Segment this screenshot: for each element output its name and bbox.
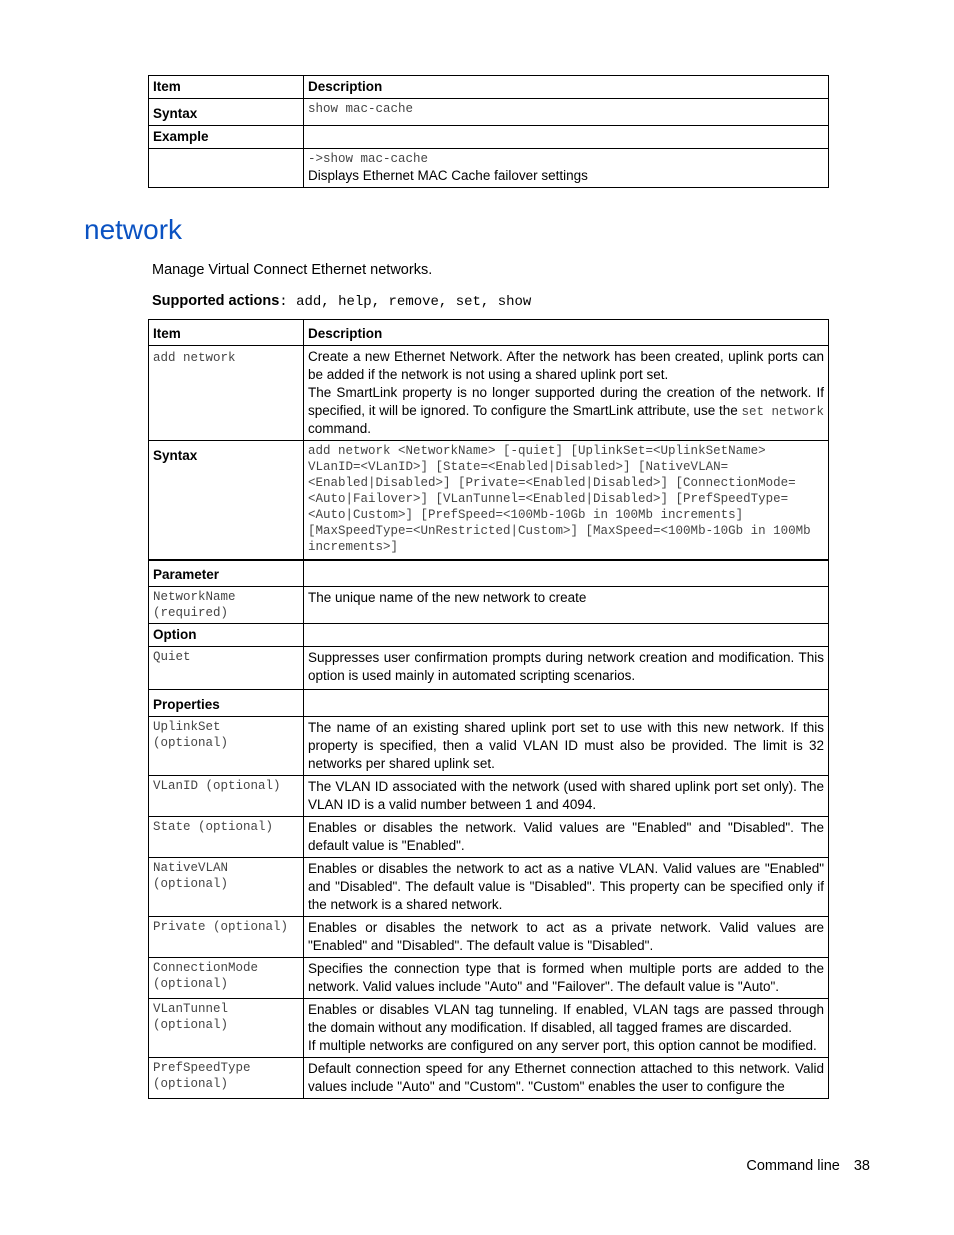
row-label: NetworkName (required) (149, 587, 304, 624)
supported-actions-label: Supported actions (152, 293, 280, 309)
row-label: VLanID (optional) (149, 776, 304, 817)
row-value (304, 560, 829, 587)
table-row (149, 858, 829, 917)
row-label: ConnectionMode (optional) (149, 958, 304, 999)
row-label: Option (149, 624, 304, 647)
table-row (149, 149, 829, 188)
table-row (149, 99, 829, 126)
row-label: add network (149, 346, 304, 441)
table-row (149, 917, 829, 958)
page-number: 38 (853, 1158, 870, 1174)
table-row (149, 1058, 829, 1099)
row-value (304, 126, 829, 149)
supported-actions (152, 293, 531, 310)
row-label: NativeVLAN (optional) (149, 858, 304, 917)
table-row (149, 441, 829, 561)
supported-actions-list: : add, help, remove, set, show (279, 294, 532, 310)
smartlink-text-end: command. (308, 421, 372, 436)
row-value: The name of an existing shared uplink port set to use with this new network. If this property is specified, then a valid VLAN ID must also be provided. The limit is 32 networks per shared uplink set. (304, 717, 829, 776)
vlantunnel-note: If multiple networks are configured on any server port, this option cannot be modified. (308, 1038, 817, 1053)
table-row (149, 817, 829, 858)
row-value (304, 149, 829, 188)
smartlink-note (308, 384, 824, 438)
row-value: The VLAN ID associated with the network (used with shared uplink port set only). The VLAN ID is a valid number between 1 and 4094. (304, 776, 829, 817)
row-value: Enables or disables the network to act as a private network. Valid values are "Enabled" and "Disabled". The default value is "Disabled". (304, 917, 829, 958)
row-label: Private (optional) (149, 917, 304, 958)
main-table (148, 319, 829, 1099)
row-label: State (optional) (149, 817, 304, 858)
header-item: Item (149, 320, 304, 346)
table-row (149, 776, 829, 817)
row-value: Enables or disables the network. Valid values are "Enabled" and "Disabled". The default value is "Enabled". (304, 817, 829, 858)
example-note: Displays Ethernet MAC Cache failover settings (308, 168, 588, 183)
section-title: network (84, 214, 183, 245)
smartlink-text: The SmartLink property is no longer supported during the creation of the network. If specified, it will be ignored. To configure the SmartLink attribute, use the (308, 385, 824, 418)
row-value (304, 999, 829, 1058)
row-label: Syntax (149, 441, 304, 561)
row-label: Parameter (149, 560, 304, 587)
row-value: show mac-cache (304, 99, 829, 126)
row-label: Quiet (149, 647, 304, 690)
table-row (149, 717, 829, 776)
row-label: Properties (149, 690, 304, 717)
row-label (149, 149, 304, 188)
table-row (149, 647, 829, 690)
table-row (149, 958, 829, 999)
table-row (149, 587, 829, 624)
row-value (304, 624, 829, 647)
row-label: VLanTunnel (optional) (149, 999, 304, 1058)
row-label: UplinkSet (optional) (149, 717, 304, 776)
row-label: Syntax (149, 99, 304, 126)
example-command: ->show mac-cache (308, 152, 429, 166)
table-row (149, 999, 829, 1058)
row-value: The unique name of the new network to create (304, 587, 829, 624)
add-network-desc: Create a new Ethernet Network. After the network has been created, uplink ports can be added if the network is not using a shared uplink port set. (308, 349, 824, 382)
table-row (149, 560, 829, 587)
page-footer (746, 1158, 870, 1174)
row-value: Suppresses user confirmation prompts during network creation and modification. This option is used mainly in automated scripting scenarios. (304, 647, 829, 690)
row-value (304, 346, 829, 441)
syntax-value: add network <NetworkName> [-quiet] [UplinkSet=<UplinkSetName> VLanID=<VLanID>] [State=<Enabled|Disabled>] [NativeVLAN=<Enabled|Disabled>] [Private=<Enabled|Disabled>] [ConnectionMode=<Auto|Failover>] [VLanTunnel=<Enabled|Disabled>] [PrefSpeedType=<Auto|Custom>] [PrefSpeed=<100Mb-10Gb in 100Mb increments] [MaxSpeedType=<UnRestricted|Custom>] [MaxSpeed=<100Mb-10Gb in 100Mb increments>] (304, 441, 829, 561)
set-network-code: set network (741, 405, 825, 419)
table-row (149, 346, 829, 441)
section-intro: Manage Virtual Connect Ethernet networks. (152, 262, 433, 278)
row-value: Specifies the connection type that is formed when multiple ports are added to the network. Valid values include "Auto" and "Failover". The default value is "Auto". (304, 958, 829, 999)
header-description: Description (304, 320, 829, 346)
row-value (304, 690, 829, 717)
footer-section: Command line (746, 1158, 840, 1174)
table-header-row (149, 76, 829, 99)
table-row (149, 690, 829, 717)
header-item: Item (149, 76, 304, 99)
table-header-row (149, 320, 829, 346)
table-row (149, 624, 829, 647)
header-description: Description (304, 76, 829, 99)
row-label: PrefSpeedType (optional) (149, 1058, 304, 1099)
top-table (148, 75, 829, 188)
row-label: Example (149, 126, 304, 149)
row-value: Default connection speed for any Ethernet connection attached to this network. Valid values include "Auto" and "Custom". "Custom" enables the user to configure the (304, 1058, 829, 1099)
vlantunnel-desc: Enables or disables VLAN tag tunneling. If enabled, VLAN tags are passed through the domain without any modification. If disabled, all tagged frames are discarded. (308, 1002, 824, 1035)
row-value: Enables or disables the network to act as a native VLAN. Valid values are "Enabled" and "Disabled". The default value is "Disabled". This property can be specified only if the network is a shared network. (304, 858, 829, 917)
table-row (149, 126, 829, 149)
